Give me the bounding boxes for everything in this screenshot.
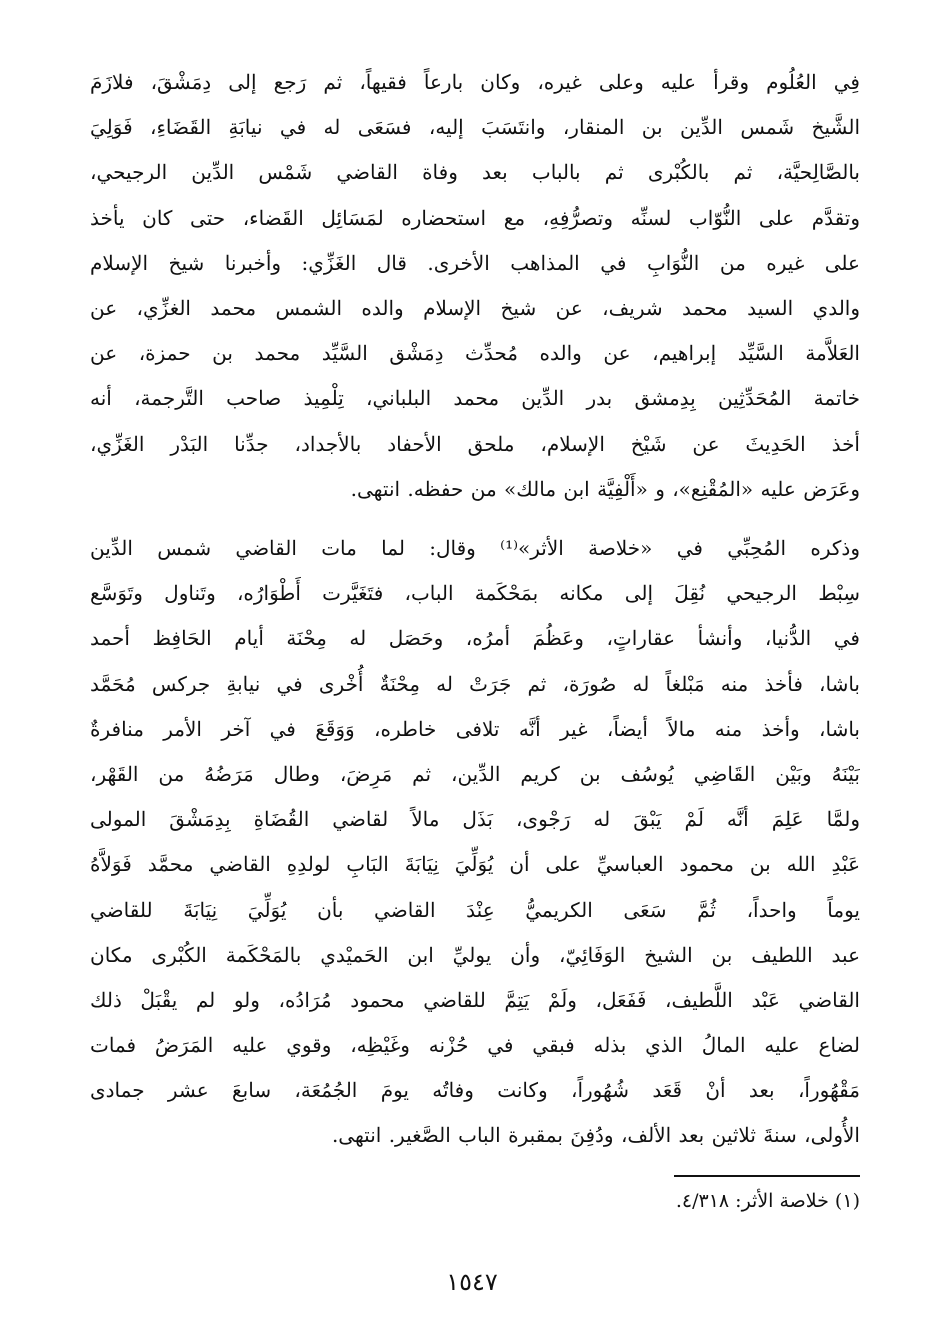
body-paragraph-2 — [90, 526, 860, 1159]
page-number: ١٥٤٧ — [446, 1268, 498, 1296]
text-line: عبد اللطيف بن الشيخ الوَفَائِيّ، وأن يوليِّ ابن الحَميْدي بالمَحْكَمة الكُبْرى مكان — [90, 942, 860, 967]
footnote: (١) خلاصة الأثر: ٤/٣١٨. — [675, 1190, 860, 1212]
text-line: سِبْط الرجيحي نُقِلَ إلى مكانه بمَحْكَمة الباب، فتَغَيَّرت أَطْوَارُه، وتَناول وتَوَسَّع — [90, 581, 860, 606]
footnote-divider — [674, 1175, 860, 1177]
text-line: فِي العُلُوم وقرأ عليه وعلى غيره، وكان بارعاً فقيهاً، ثم رَجع إلى دِمَشْقَ، فلازَمَ — [90, 70, 860, 94]
text-line: الشَّيخ شَمس الدِّين بن المنقار، وانتَسَبَ إليه، فسَعَى له في نيابَةِ القَضَاءِ، فَوَلِيَ — [90, 115, 860, 140]
text-line: عَبْدِ الله بن محمود العباسيِّ على أن يُوَلِّيَ نِيَابَةَ البَابِ لولدِهِ القاضي محمَّد فَوَلاَّهُ — [90, 852, 860, 877]
text-line: لضاع عليه المالُ الذي بذله فبقي في حُزْنه وغَيْظِه، وقوي عليه المَرَضُ فمات — [90, 1033, 860, 1058]
text-line: يوماً واحداً، ثُمَّ سَعَى الكريميُّ عِنْدَ القاضي بأن يُوَلِّيَ نِيَابَةَ للقاضي — [90, 897, 860, 922]
text-line: والدي السيد محمد شريف، عن شيخ الإسلام والده الشمس محمد الغزِّي، عن — [90, 295, 860, 320]
text-line: وذكره المُحِبِّي في «خلاصة الأثر»⁽¹⁾ وقال: لما مات القاضي شمس الدِّين — [90, 536, 860, 560]
text-line: باشا، وأخذ منه مالاً أيضاً، غير أنَّه تلافى خاطره، وَوَقَعَ في آخر الأمر منافرةٌ — [90, 716, 860, 741]
text-line: مَقْهُوراً، بعد أنْ قَعَد شُهُوراً، وكانت وفاتُه يومَ الجُمُعَة، سابعَ عشر جمادى — [90, 1078, 860, 1103]
text-line: ولمَّا عَلِمَ أنَّه لَمْ يَبْقَ له رَجْوى، بَذَل مالاً لقاضي القُضَاةِ بِدِمَشْقَ المولى — [90, 807, 860, 832]
text-line: على غيره من النُّوَابِ في المذاهب الأخرى. قال الغَزِّي: وأخبرنا شيخ الإسلام — [90, 250, 860, 275]
text-line: القاضي عَبْد اللَّطيف، فَفَعَل، ولَمْ يَتِمَّ للقاضي محمود مُرَادُه، ولو لم يقْبَلْ ذلك — [90, 987, 860, 1012]
text-line: الأُولى، سنةَ ثلاثين بعد الألف، ودُفِنَ بمقبرة الباب الصَّغير. انتهى. — [331, 1123, 860, 1148]
text-line: باشا، فأخذ منه مَبْلغاً له صُورَة، ثم جَرَتْ له مِحْنَةٌ أُخْرى في نيابةِ جركس مُحَمَّد — [90, 671, 860, 696]
text-line: بالصَّالِحيَّة، ثم بالكُبْرى ثم بالباب بعد وفاة القاضي شَمْس الدِّين الرجيحي، — [90, 160, 860, 185]
body-paragraph-1 — [90, 60, 860, 512]
text-line: بَيْنَهُ وبَيْن القَاضِي يُوسُف بن كريم الدِّين، ثم مَرِضَ، وطال مَرَضُهُ من القَهْر، — [90, 761, 860, 786]
text-line: وعَرَض عليه «المُقْنِع»، و «أَلْفِيَّة ابن مالك» من حفظه. انتهى. — [350, 476, 860, 501]
text-line: وتقدَّم على النُّوّاب لسنِّه وتصرُّفِهِ، مع استحضاره لمَسَائِل القَضاء، حتى كان يأخذ — [90, 205, 860, 230]
text-line: العَلاَّمة السَّيِّد إبراهيم، عن والده مُحدِّث دِمَشْق السَّيِّد محمد بن حمزة، عن — [90, 341, 860, 366]
text-line: خاتمة المُحَدِّثِين بِدِمشق بدر الدِّين محمد البلباني، تِلْمِيذ صاحب التَّرجمة، أنه — [90, 386, 860, 411]
text-line: في الدُّنيا، وأنشأ عقاراتٍ، وعَظُمَ أمرُه، وحَصَل له مِحْنَة أيام الحَافِظ أحمد — [90, 626, 860, 651]
text-line: أخذ الحَدِيثَ عن شَيْخ الإسلام، ملحق الأحفاد بالأجداد، جدِّنا البَدْر الغَزِّي، — [90, 431, 860, 456]
